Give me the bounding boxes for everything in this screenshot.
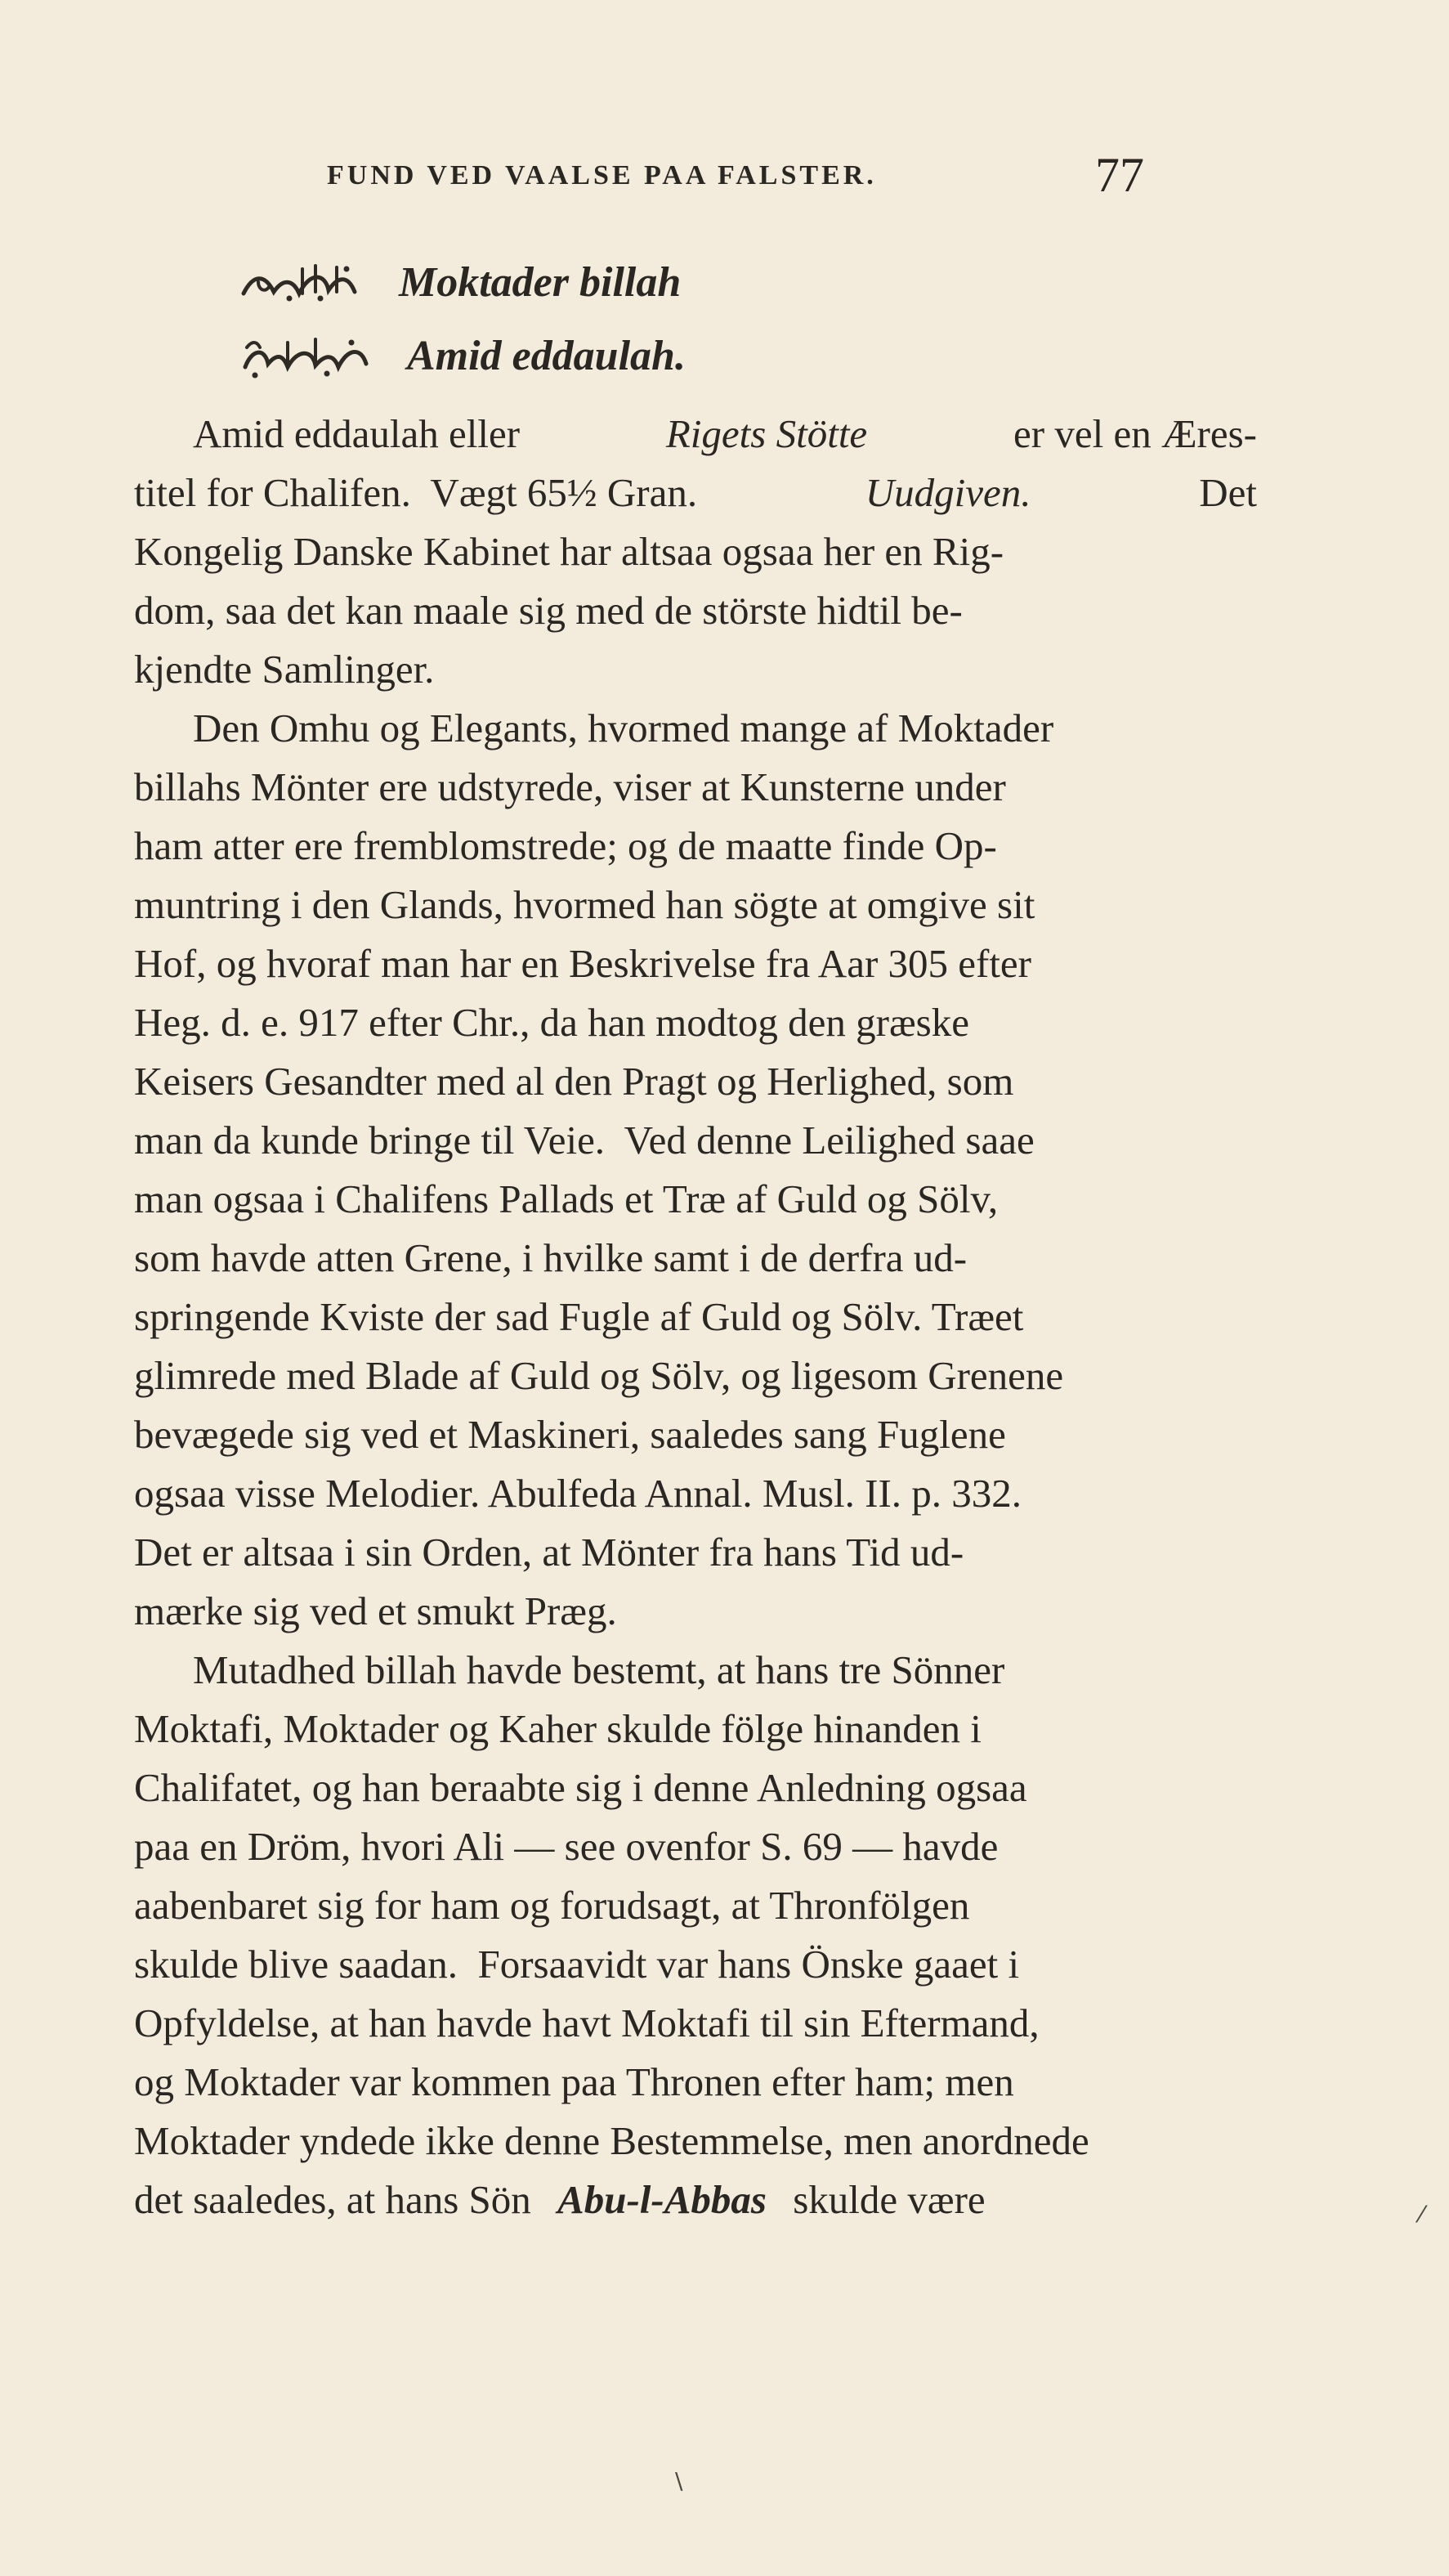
text-line: skulde blive saadan. Forsaavidt var hans Önske gaaet i (134, 1942, 1020, 1987)
text-line: dom, saa det kan maale sig med de störste hidtil be- (134, 588, 963, 633)
text-line: Moktafi, Moktader og Kaher skulde fölge hinanden i (134, 1706, 982, 1751)
paragraph (134, 1641, 1257, 2229)
page-header (327, 148, 1144, 203)
text-line: man da kunde bringe til Veie. Ved denne Leilighed saae (134, 1118, 1035, 1163)
text-line: Moktader yndede ikke denne Bestemmelse, men anordnede (134, 2118, 1089, 2163)
text-line: som havde atten Grene, i hvilke samt i de derfra ud- (134, 1235, 968, 1280)
coin-legend-line-1 (237, 245, 1218, 319)
coin-legend-1-transliteration: Moktader billah (399, 258, 682, 306)
text-line: titel for Chalifen. Vægt 65½ Gran. Uudgiven. Det (134, 470, 1257, 515)
text-line: man ogsaa i Chalifens Pallads et Træ af Guld og Sölv, (134, 1176, 999, 1221)
text-line: ogsaa visse Melodier. Abulfeda Annal. Musl. II. p. 332. (134, 1471, 1022, 1516)
text-line: kjendte Samlinger. (134, 647, 435, 692)
coin-legend-2-transliteration: Amid eddaulah. (407, 332, 686, 379)
text-line: Det er altsaa i sin Orden, at Mönter fra hans Tid ud- (134, 1530, 964, 1575)
page-number: 77 (1095, 148, 1144, 202)
text-line: billahs Mönter ere udstyrede, viser at Kunsterne under (134, 764, 1006, 809)
coin-legend-lines (237, 245, 1218, 392)
text-line: aabenbaret sig for ham og forudsagt, at Thronfölgen (134, 1883, 970, 1928)
paragraph (134, 699, 1257, 1641)
text-line: Amid eddaulah eller Rigets Stötte er vel en Æres- (193, 411, 1257, 456)
text-line: Hof, og hvoraf man har en Beskrivelse fra Aar 305 efter (134, 941, 1032, 986)
paragraph (134, 405, 1257, 699)
text-line: glimrede med Blade af Guld og Sölv, og ligesom Grenene (134, 1353, 1064, 1398)
text-line: ham atter ere fremblomstrede; og de maatte finde Op- (134, 823, 997, 868)
body-text (134, 405, 1257, 2229)
text-line: Den Omhu og Elegants, hvormed mange af Moktader (193, 706, 1054, 750)
text-line: muntring i den Glands, hvormed han sögte at omgive sit (134, 882, 1035, 927)
text-line: paa en Dröm, hvori Ali — see ovenfor S. 69 — havde (134, 1824, 999, 1869)
text-line: Kongelig Danske Kabinet har altsaa ogsaa her en Rig- (134, 529, 1004, 574)
text-line: Keisers Gesandter med al den Pragt og Herlighed, som (134, 1059, 1014, 1104)
text-line: springende Kviste der sad Fugle af Guld og Sölv. Træet (134, 1294, 1024, 1339)
text-line: mærke sig ved et smukt Præg. (134, 1588, 617, 1633)
margin-mark-icon: \ (675, 2467, 683, 2494)
text-line: Opfyldelse, at han havde havt Moktafi til sin Eftermand, (134, 2000, 1040, 2045)
arabic-legend-2-icon (237, 331, 376, 380)
arabic-legend-1-icon (237, 258, 368, 307)
text-line: Chalifatet, og han beraabte sig i denne Anledning ogsaa (134, 1765, 1027, 1810)
margin-mark-icon: ⁄ (1420, 2201, 1424, 2228)
text-line: det saaledes, at hans Sön Abu-l-Abbas skulde være (134, 2177, 986, 2222)
text-line: og Moktader var kommen paa Thronen efter ham; men (134, 2059, 1014, 2104)
text-line: Mutadhed billah havde bestemt, at hans tre Sönner (193, 1647, 1005, 1692)
running-title: FUND VED VAALSE PAA FALSTER. (327, 160, 877, 190)
coin-legend-line-2 (237, 319, 1218, 392)
text-line: bevægede sig ved et Maskineri, saaledes sang Fuglene (134, 1412, 1006, 1457)
text-line: Heg. d. e. 917 efter Chr., da han modtog den græske (134, 1000, 969, 1045)
